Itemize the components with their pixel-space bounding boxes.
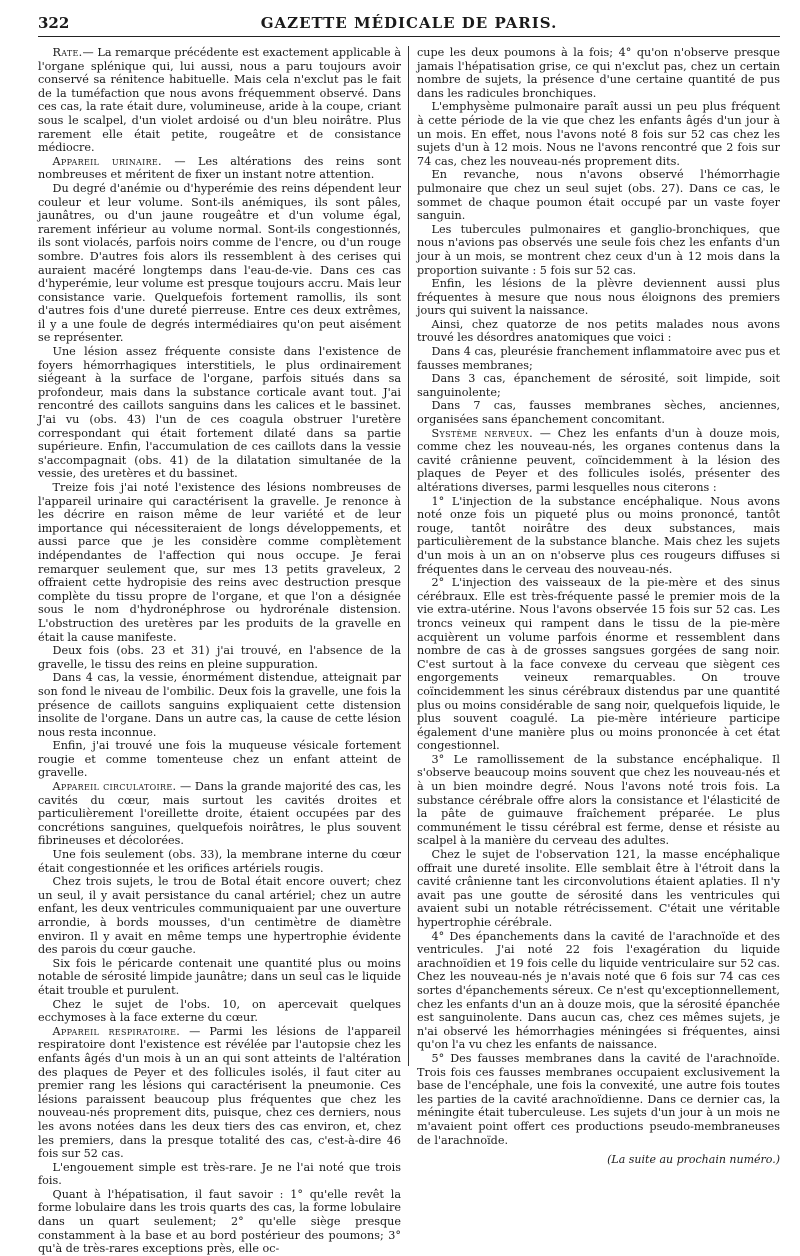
section-heading: Appareil urinaire.: [52, 154, 162, 168]
paragraph-text: Chez le sujet de l'observation 121, la masse encéphalique offrait une dureté insolite. Elle semblait être à l'étroit dans la cavité crânienne tant les circonvolutions étaient aplaties. Il n'y avait pas une goutte de sérosité dans les ventricules qui avaient subi un notable rétrécissement. C'était une véritable hypertrophie cérébrale.: [417, 848, 780, 929]
paragraph-text: Une lésion assez fréquente consiste dans l'existence de foyers hémorrhagiques interstitiels, le plus ordinairement siégeant à la surface de l'organe, parfois situés dans sa profondeur, mais dans la substance corticale avant tout. J'ai rencontré des caillots sanguins dans les calices et le bassinet. J'ai vu (obs. 43) l'un de ces coagula obstruer l'uretère correspondant qui était fortement dilaté dans sa partie supérieure. Enfin, l'accumulation de ces caillots dans la vessie s'accompagnait (obs. 41) de la dilatation simultanée de la vessie, des uretères et du bassinet.: [38, 345, 401, 481]
paragraph: [417, 318, 780, 345]
left-column: [38, 46, 402, 1256]
paragraph: [38, 46, 401, 155]
column-divider: [408, 46, 409, 1066]
paragraph-text: — La remarque précédente est exactement applicable à l'organe splénique qui, lui aussi, nous a paru toujours avoir conservé sa rénitence habituelle. Mais cela n'exclut pas le fait de la tuméfaction que nous avons fréquemment observé. Dans ces cas, la rate était dure, volumineuse, aride à la coupe, criant sous le scalpel, d'un violet ardoisé ou d'un bleu noirâtre. Plus rarement elle était petite, rougeâtre et de consistance médiocre.: [38, 46, 401, 155]
section-heading: Rate.: [52, 46, 83, 59]
paragraph-text: En revanche, nous n'avons observé l'hémorrhagie pulmonaire que chez un seul sujet (obs. 27). Dans ce cas, le sommet de chaque poumon était occupé par un vaste foyer sanguin.: [417, 168, 780, 223]
paragraph-text: Du degré d'anémie ou d'hyperémie des reins dépendent leur couleur et leur volume. Sont-ils anémiques, ils sont pâles, jaunâtres, ou d'un jaune rougeâtre et d'un volume égal, rarement inférieur au volume normal. Sont-ils congestionnés, ils sont violacés, parfois noirs comme de l'encre, ou d'un rouge sombre. D'autres fois alors ils ressemblent à des cerises qui auraient macéré longtemps dans l'eau-de-vie. Dans ces cas d'hyperémie, leur volume est presque toujours accru. Mais leur consistance varie. Quelquefois fortement ramollis, ils sont d'autres fois d'une dureté pierreuse. Entre ces deux extrêmes, il y a une foule de degrés intermédiaires qu'on peut aisément se représenter.: [38, 181, 401, 345]
continuation-note: (La suite au prochain numéro.): [607, 1153, 780, 1167]
paragraph: [38, 957, 401, 998]
paragraph: [417, 168, 780, 222]
paragraph: [38, 1161, 401, 1188]
paragraph: [38, 739, 401, 780]
paragraph-text: Dans 4 cas, pleurésie franchement inflammatoire avec pus et fausses membranes;: [417, 345, 780, 372]
page-number: 322: [38, 14, 70, 32]
paragraph-text: Quant à l'hépatisation, il faut savoir : 1° qu'elle revêt la forme lobulaire dans les trois quarts des cas, la forme lobulaire dans un quart seulement; 2° qu'elle siège presque constamment à la base et au bord postérieur des poumons; 3° qu'à de très-rares exceptions près, elle oc-: [38, 1187, 401, 1256]
paragraph: [38, 481, 401, 644]
paragraph-text: Enfin, j'ai trouvé une fois la muqueuse vésicale fortement rougie et comme tomenteuse chez un enfant atteint de gravelle.: [38, 739, 401, 780]
paragraph-text: 3° Le ramollissement de la substance encéphalique. Il s'observe beaucoup moins souvent que chez les nouveau-nés et à un bien moindre degré. Nous l'avons noté trois fois. La substance cérébrale offre alors la consistance et l'élasticité de la pâte de guimauve fraîchement préparée. Le plus communément le tissu cérébral est ferme, dense et résiste au scalpel à la manière du cerveau des adultes.: [417, 752, 780, 848]
paragraph: [417, 345, 780, 372]
paragraph-text: Six fois le péricarde contenait une quantité plus ou moins notable de sérosité limpide jaunâtre; dans un seul cas le liquide était trouble et purulent.: [38, 956, 401, 997]
paragraph: [38, 848, 401, 875]
paragraph-text: L'emphysème pulmonaire paraît aussi un peu plus fréquent à cette période de la vie que chez les enfants âgés d'un jour à un mois. En effet, nous l'avons noté 8 fois sur 52 cas chez les sujets d'un à 12 mois. Nous ne l'avons rencontré que 2 fois sur 74 cas, chez les nouveau-nés proprement dits.: [417, 100, 780, 168]
paragraph-text: Deux fois (obs. 23 et 31) j'ai trouvé, en l'absence de la gravelle, le tissu des reins en pleine suppuration.: [38, 644, 401, 671]
newspaper-page: [38, 10, 780, 1256]
paragraph: [417, 427, 780, 495]
paragraph: [38, 671, 401, 739]
paragraph-text: Les tubercules pulmonaires et ganglio-bronchiques, que nous n'avions pas observés une seule fois chez les enfants d'un jour à un mois, se montrent chez ceux d'un à 12 mois dans la proportion suivante : 5 fois sur 52 cas.: [417, 222, 780, 277]
paragraph: [417, 399, 780, 426]
paragraph: [417, 372, 780, 399]
paragraph-text: — Dans la grande majorité des cas, les cavités du cœur, mais surtout les cavités droites et particulièrement l'oreillette droite, étaient occupées par des concrétions sanguines, quelquefois noirâtres, le plus souvent fibrineuses et décolorées.: [38, 780, 401, 848]
paragraph-text: Chez trois sujets, le trou de Botal était encore ouvert; chez un seul, il y avait persistance du canal artériel; chez un autre enfant, les deux ventricules communiquaient par une ouverture arrondie, à bords mousses, d'un centimètre de diamètre environ. Il y avait en même temps une hypertrophie évidente des parois du cœur gauche.: [38, 875, 401, 957]
paragraph-text: cupe les deux poumons à la fois; 4° qu'on n'observe presque jamais l'hépatisation grise, ce qui n'exclut pas, chez un certain nombre de sujets, la présence d'une certaine quantité de pus dans les radicules bronchiques.: [417, 46, 780, 100]
paragraph: [417, 576, 780, 753]
paragraph-text: 2° L'injection des vaisseaux de la pie-mère et des sinus cérébraux. Elle est très-fréquente passé le premier mois de la vie extra-utérine. Nous l'avons observée 15 fois sur 52 cas. Les troncs veineux qui rampent dans le tissu de la pie-mère acquièrent un volume parfois énorme et ressemblent dans nombre de cas à de grosses sangsues gorgées de sang noir. C'est surtout à la face convexe du cerveau que siègent ces engorgements veineux remarquables. On trouve coïncidemment les sinus cérébraux distendus par une quantité plus ou moins considérable de sang noir, quelquefois liquide, le plus souvent coagulé. La pie-mère intérieure participe également d'une manière plus ou moins prononcée à cet état congestionnel.: [417, 576, 780, 753]
paragraph: [38, 1188, 401, 1256]
paragraph: [38, 644, 401, 671]
section-heading: Appareil respiratoire.: [52, 1024, 181, 1038]
paragraph-text: — Les altérations des reins sont nombreuses et méritent de fixer un instant notre attention.: [38, 154, 401, 182]
paragraph: [417, 277, 780, 318]
paragraph-text: L'engouement simple est très-rare. Je ne l'ai noté que trois fois.: [38, 1160, 401, 1188]
paragraph: [38, 182, 401, 345]
section-heading: Système nerveux.: [431, 426, 533, 440]
paragraph: [417, 223, 780, 277]
paragraph: [417, 753, 780, 848]
running-title: GAZETTE MÉDICALE DE PARIS.: [260, 14, 558, 32]
paragraph-text: Chez le sujet de l'obs. 10, on apercevait quelques ecchymoses à la face externe du cœur.: [38, 997, 401, 1025]
paragraph: [417, 930, 780, 1052]
paragraph-text: — Chez les enfants d'un à douze mois, comme chez les nouveau-nés, les organes contenus dans la cavité crânienne peuvent, coïncidemment à la lésion des plaques de Peyer et des follicules isolés, présenter des altérations diverses, parmi lesquelles nous citerons :: [417, 426, 780, 494]
paragraph-text: Ainsi, chez quatorze de nos petits malades nous avons trouvé les désordres anatomiques que voici :: [417, 317, 780, 345]
paragraph: [417, 848, 780, 930]
paragraph: [38, 1025, 401, 1161]
article-body: [38, 46, 780, 1256]
paragraph-text: Dans 3 cas, épanchement de sérosité, soit limpide, soit sanguinolente;: [417, 372, 780, 399]
paragraph-text: Dans 4 cas, la vessie, énormément distendue, atteignait par son fond le niveau de l'ombilic. Deux fois la gravelle, une fois la présence de caillots sanguins expliquaient cette distension insolite de l'organe. Dans un autre cas, la cause de cette lésion nous resta inconnue.: [38, 671, 401, 739]
paragraph: [417, 495, 780, 577]
paragraph-text: 5° Des fausses membranes dans la cavité de l'arachnoïde. Trois fois ces fausses membranes occupaient exclusivement la base de l'encéphale, une fois la convexité, une autre fois toutes les parties de la cavité arachnoïdienne. Dans ce dernier cas, la méningite était tuberculeuse. Les sujets d'un jour à un mois ne m'avaient point offert ces productions pseudo-membraneuses de l'arachnoïde.: [417, 1051, 780, 1147]
paragraph: [38, 345, 401, 481]
paragraph: [38, 875, 401, 957]
page-header: [38, 10, 780, 37]
paragraph-text: Une fois seulement (obs. 33), la membrane interne du cœur était congestionnée et les orifices artériels rougis.: [38, 848, 401, 875]
paragraph-text: Treize fois j'ai noté l'existence des lésions nombreuses de l'appareil urinaire qui caractérisent la gravelle. Je renonce à les décrire en raison même de leur variété et de leur importance qui nécessiteraient de longs développements, et aussi parce que je les considère comme complètement indépendantes de l'affection qui nous occupe. Je ferai remarquer seulement que, sur mes 13 petits graveleux, 2 offraient cette hydropisie des reins avec destruction presque complète du tissu propre de l'organe, et que l'on a désignée sous le nom d'hydronéphrose ou hydrorénale distension. L'obstruction des uretères par les produits de la gravelle en était la cause manifeste.: [38, 481, 401, 644]
paragraph: [417, 1052, 780, 1147]
section-heading: Appareil circulatoire.: [52, 780, 177, 794]
right-column: [417, 46, 780, 1167]
paragraph-text: Enfin, les lésions de la plèvre deviennent aussi plus fréquentes à mesure que nous nous éloignons des premiers jours qui suivent la naissance.: [417, 277, 780, 318]
paragraph-text: — Parmi les lésions de l'appareil respiratoire dont l'existence est révélée par l'autopsie chez les enfants âgés d'un mois à un an qui sont atteints de l'altération des plaques de Peyer et des follicules isolés, il faut citer au premier rang les lésions qui caractérisent la pneumonie. Ces lésions paraissent beaucoup plus fréquentes que chez les nouveau-nés proprement dits, puisque, chez ces derniers, nous les avons notées dans les deux tiers des cas environ, et, chez les premiers, dans la presque totalité des cas, c'est-à-dire 46 fois sur 52 cas.: [38, 1024, 402, 1161]
paragraph: [38, 780, 401, 848]
paragraph-text: 4° Des épanchements dans la cavité de l'arachnoïde et des ventricules. J'ai noté 22 fois l'exagération du liquide arachnoïdien et 19 fois celle du liquide ventriculaire sur 52 cas. Chez les nouveau-nés je n'avais noté que 6 fois sur 74 cas ces sortes d'épanchements séreux. Ce n'est qu'exceptionnellement, chez les enfants d'un an à douze mois, que la sérosité épanchée est sanguinolente. Dans aucun cas, chez ces mêmes sujets, je n'ai observé les hémorrhagies méningées si fréquentes, ainsi qu'on l'a vu chez les enfants de naissance.: [417, 929, 780, 1052]
paragraph-text: 1° L'injection de la substance encéphalique. Nous avons noté onze fois un piqueté plus ou moins prononcé, tantôt rouge, tantôt noirâtre des deux substances, mais particulièrement de la substance blanche. Mais chez les sujets d'un mois à un an on n'observe plus ces rougeurs diffuses si fréquentes dans le cerveau des nouveau-nés.: [417, 494, 780, 576]
paragraph: [38, 998, 401, 1025]
paragraph-text: Dans 7 cas, fausses membranes sèches, anciennes, organisées sans épanchement concomitant.: [417, 399, 780, 427]
paragraph: [38, 155, 401, 182]
paragraph: [417, 100, 780, 168]
paragraph: [417, 46, 780, 100]
